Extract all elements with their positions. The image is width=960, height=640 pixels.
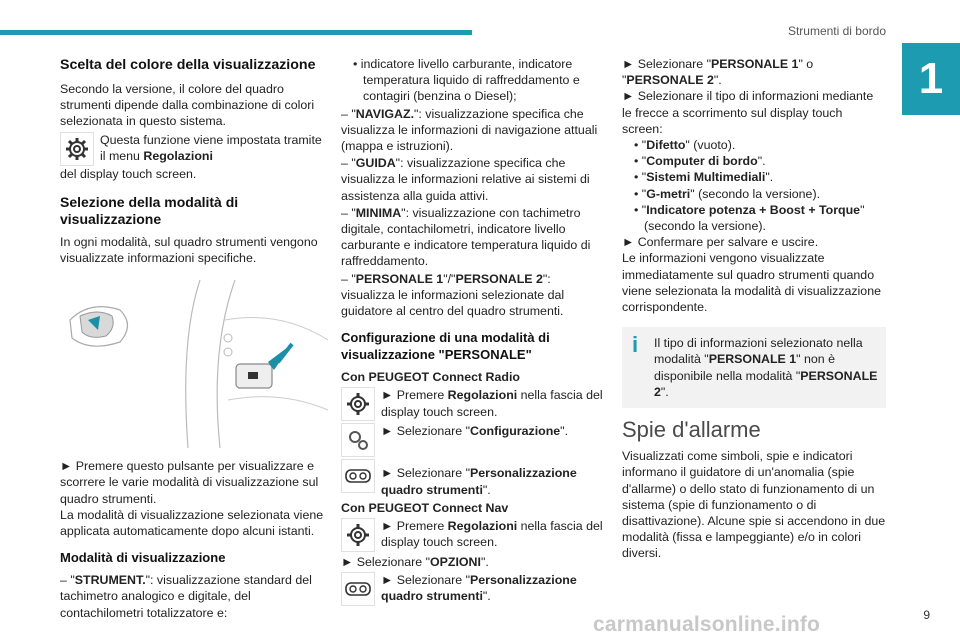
mode-navigaz: – "NAVIGAZ.": visualizzazione specifica che visualizza le informazioni di navigazione attuali (mappa e istruzioni). xyxy=(341,106,598,154)
info-icon: i xyxy=(632,332,639,358)
heading-configure-personal: Configurazione di una modalità di visualizzazione "PERSONALE" xyxy=(341,330,550,363)
steering-wheel-illustration xyxy=(60,280,328,448)
paragraph-memo: La modalità di visualizzazione selezionata viene applicata automaticamente dopo alcuni istanti. xyxy=(60,507,324,539)
settings-gear-icon xyxy=(341,387,375,421)
radio-step-1: ► Premere Regolazioni nella fascia del display touch screen. xyxy=(341,387,605,421)
nav-step-3: ► Selezionare "Personalizzazione quadro strumenti". xyxy=(341,572,605,606)
option-multimedia: • "Sistemi Multimediali". xyxy=(634,170,774,185)
label-connect-radio: Con PEUGEOT Connect Radio xyxy=(341,370,520,385)
option-power-boost: • "Indicatore potenza + Boost + Torque" (secondo la versione). xyxy=(634,202,865,234)
chapter-tab: 1 xyxy=(902,43,960,115)
watermark: carmanualsonline.info xyxy=(593,613,821,636)
option-computer: • "Computer di bordo". xyxy=(634,154,766,169)
radio-step-2: ► Selezionare "Configurazione". xyxy=(341,423,605,457)
instrument-cluster-icon xyxy=(341,459,375,493)
radio-step-3: ► Selezionare "Personalizzazione quadro strumenti". xyxy=(341,459,605,497)
mode-minima: – "MINIMA": visualizzazione con tachimetro digitale, contachilometri, indicatore livello carburante e indicatore temperatura liquido di raffreddamento. xyxy=(341,205,591,269)
option-difetto: • "Difetto" (vuoto). xyxy=(634,138,736,153)
paragraph-info-display: Le informazioni vengono visualizzate immediatamente sul quadro strumenti quando viene selezionata la modalità di visualizzazione corrispondente. xyxy=(622,251,881,315)
settings-note-cont: del display touch screen. xyxy=(60,166,197,181)
column-3 xyxy=(622,56,886,562)
step-select-type: ► Selezionare il tipo di informazioni mediante le frecce a scorrimento sul display touch screen: xyxy=(622,89,874,136)
page-number: 9 xyxy=(923,608,930,622)
step-confirm: ► Confermare per salvare e uscire. xyxy=(622,235,819,250)
label-connect-nav: Con PEUGEOT Connect Nav xyxy=(341,500,509,515)
settings-note-text: Questa funzione viene impostata tramite il menu Regolazioni xyxy=(100,132,322,163)
bullet-fuel: • indicatore livello carburante, indicatore temperatura liquido di raffreddamento e contagiri (benzina o Diesel); xyxy=(353,57,580,104)
heading-mode-selection: Selezione della modalità di visualizzazione xyxy=(60,193,239,227)
paragraph-colour: Secondo la versione, il colore del quadro strumenti dipende dalla combinazione di colori selezionata in questo sistema. xyxy=(60,82,315,129)
mode-guida: – "GUIDA": visualizzazione specifica che visualizza le informazioni relative ai sistemi di assistenza alla guida attivi. xyxy=(341,156,590,203)
paragraph-mode: In ogni modalità, sul quadro strumenti vengono visualizzate informazioni specifiche. xyxy=(60,234,318,266)
info-note-box xyxy=(622,327,886,408)
paragraph-press-button: ► Premere questo pulsante per visualizzare e scorrere le varie modalità di visualizzazione sul quadro strumenti. xyxy=(60,459,319,506)
option-gmetri: • "G-metri" (secondo la versione). xyxy=(634,186,821,201)
nav-step-2: ► Selezionare "OPZIONI". xyxy=(341,555,489,570)
nav-step-1: ► Premere Regolazioni nella fascia del display touch screen. xyxy=(341,518,605,552)
settings-gear-icon xyxy=(341,518,375,552)
configuration-gears-icon xyxy=(341,423,375,457)
column-2 xyxy=(341,56,605,608)
heading-display-modes: Modalità di visualizzazione xyxy=(60,550,226,566)
column-1 xyxy=(60,56,325,622)
settings-gear-icon xyxy=(60,132,94,166)
header-accent-bar xyxy=(0,30,472,35)
info-note-text: Il tipo di informazioni selezionato nella modalità "PERSONALE 1" non è disponibile nella modalità "PERSONALE 2". xyxy=(654,336,878,399)
heading-colour-choice: Scelta del colore della visualizzazione xyxy=(60,57,316,73)
settings-note xyxy=(60,132,325,166)
step-select-personale: ► Selezionare "PERSONALE 1" o "PERSONALE 2". xyxy=(622,57,814,88)
mode-strument: – "STRUMENT.": visualizzazione standard del tachimetro analogico e digitale, del contachilometri totalizzatore e: xyxy=(60,573,312,620)
heading-warning-lamps: Spie d'allarme xyxy=(622,417,761,443)
page-header-title: Strumenti di bordo xyxy=(787,24,886,38)
paragraph-warning-lamps: Visualizzati come simboli, spie e indicatori informano il guidatore di un'anomalia (spie d'allarme) o dello stato di funzionamento di un sistema (spie di funzionamento o di disattivazione). Alcune spie si accendono in due modalità (fissa e lampeggiante) e/o in colori diversi. xyxy=(622,449,886,561)
instrument-cluster-icon xyxy=(341,572,375,606)
mode-personale: – "PERSONALE 1"/"PERSONALE 2": visualizza le informazioni selezionate dal guidatore al centro del quadro strumenti. xyxy=(341,271,565,319)
